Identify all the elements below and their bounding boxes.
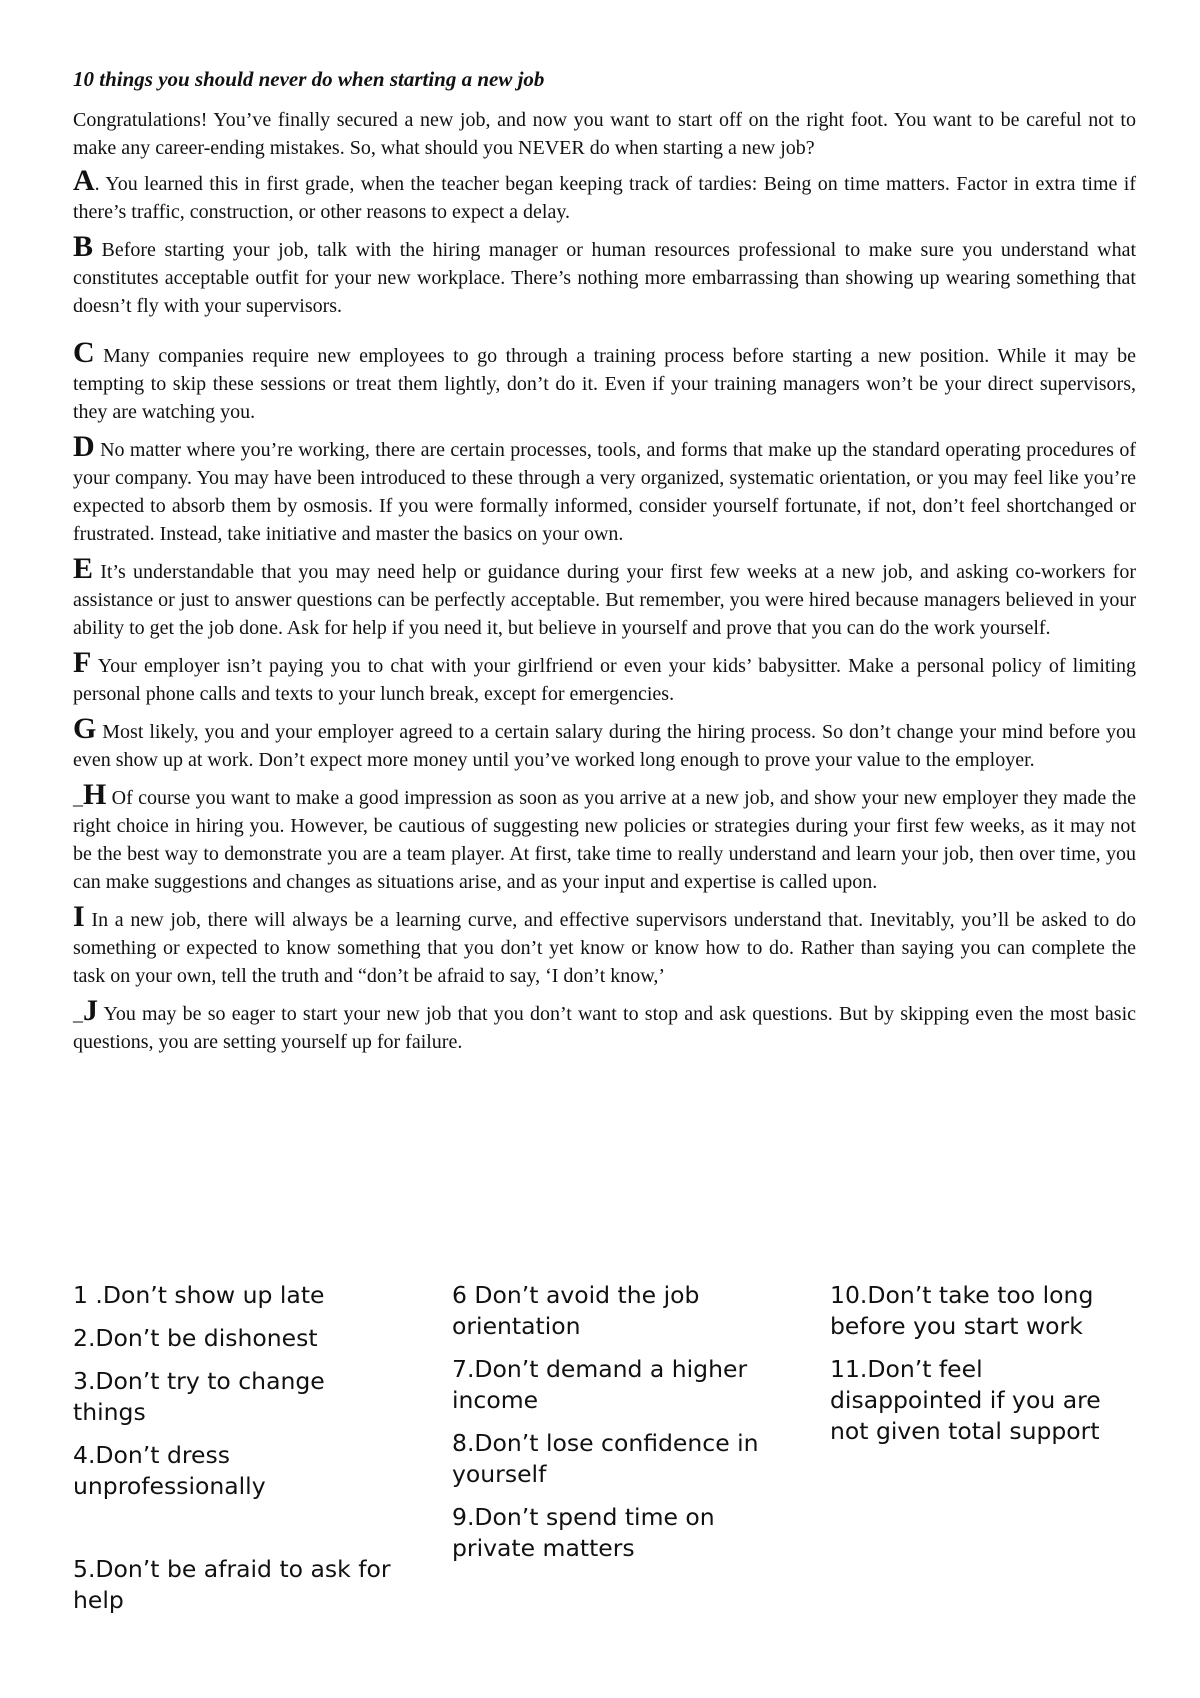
- paragraph-d: [73, 430, 1136, 548]
- paragraph-letter: B: [73, 230, 94, 263]
- paragraph-f: [73, 646, 1136, 708]
- paragraph-c: [73, 336, 1136, 426]
- paragraph-h: [73, 778, 1136, 896]
- paragraph-text: It’s understandable that you may need help or guidance during your first few weeks at a new job, and asking co-workers for assistance or just to answer questions can be perfectly acceptable. But remember, you were hired because managers believed in your ability to get the job done. Ask for help if you need it, but believe in yourself and prove that you can do the work yourself.: [73, 561, 1136, 639]
- option-5: 5.Don’t be afraid to ask for help: [73, 1555, 391, 1614]
- option-1: 1 .Don’t show up late: [73, 1281, 325, 1309]
- paragraph-a: [73, 164, 1136, 226]
- paragraph-letter: H: [83, 778, 107, 811]
- paragraph-text: Most likely, you and your employer agreed to a certain salary during the hiring process. So don’t change your mind before you even show up at work. Don’t expect more money until you’ve worked long enough to prove your value to the employer.: [73, 721, 1136, 771]
- paragraph-text: No matter where you’re working, there are certain processes, tools, and forms that make up the standard operating procedures of your company. You may have been introduced to these through a very organized, systematic orientation, or you may feel like you’re expected to absorb them by osmosis. If you were formally informed, consider yourself fortunate, if not, don’t feel shortchanged or frustrated. Instead, take initiative and master the basics on your own.: [73, 439, 1136, 545]
- paragraph-i: [73, 900, 1136, 990]
- paragraph-letter: D: [73, 430, 95, 463]
- options-column-2: [452, 1280, 782, 1576]
- paragraph-letter: J: [83, 994, 98, 1027]
- option-11: 11.Don’t feel disappointed if you are not given total support: [830, 1355, 1101, 1445]
- paragraph-b: [73, 230, 1136, 320]
- option-6: 6 Don’t avoid the job orientation: [452, 1281, 700, 1340]
- document-title: 10 things you should never do when starting a new job: [73, 67, 545, 91]
- paragraph-text: Your employer isn’t paying you to chat with your girlfriend or even your kids’ babysitter. Make a personal policy of limiting personal phone calls and texts to your lunch break, except for emergencies.: [73, 655, 1136, 705]
- paragraph-letter: G: [73, 712, 97, 745]
- paragraph-text: You may be so eager to start your new job that you don’t want to stop and ask questions. But by skipping even the most basic questions, you are setting yourself up for failure.: [73, 1003, 1136, 1053]
- intro-paragraph: Congratulations! You’ve finally secured a new job, and now you want to start off on the right foot. You want to be careful not to make any career-ending mistakes. So, what should you NEVER do when starting a new job?: [73, 109, 1136, 159]
- paragraph-g: [73, 712, 1136, 774]
- paragraph-letter: E: [73, 552, 94, 585]
- paragraph-text: Of course you want to make a good impression as soon as you arrive at a new job, and show your new employer they made the right choice in hiring you. However, be cautious of suggesting new policies or strategies during your first few weeks, as it may not be the best way to demonstrate you are a team player. At first, take time to really understand and learn your job, then over time, you can make suggestions and changes as situations arise, and as your input and expertise is called upon.: [73, 787, 1136, 893]
- paragraph-letter: I: [73, 900, 85, 933]
- option-3: 3.Don’t try to change things: [73, 1367, 325, 1426]
- option-10: 10.Don’t take too long before you start work: [830, 1281, 1094, 1340]
- paragraph-prefix: _: [73, 1003, 83, 1025]
- paragraph-text: . You learned this in first grade, when the teacher began keeping track of tardies: Being on time matters. Factor in extra time if there’s traffic, construction, or other reasons to expect a delay.: [73, 173, 1136, 223]
- document-body: [73, 66, 1136, 1066]
- paragraph-e: [73, 552, 1136, 642]
- paragraph-j: [73, 994, 1136, 1056]
- option-4: 4.Don’t dress unprofessionally: [73, 1441, 266, 1500]
- paragraph-text: In a new job, there will always be a learning curve, and effective supervisors understand that. Inevitably, you’ll be asked to do something or expected to know something that you don’t yet know or know how to do. Rather than saying you can complete the task on your own, tell the truth and “don’t be afraid to say, ‘I don’t know,’: [73, 909, 1136, 987]
- paragraph-letter: C: [73, 336, 95, 369]
- paragraph-letter: A: [73, 164, 95, 197]
- option-9: 9.Don’t spend time on private matters: [452, 1503, 715, 1562]
- paragraph-letter: F: [73, 646, 92, 679]
- paragraph-text: Before starting your job, talk with the hiring manager or human resources professional to make sure you understand what constitutes acceptable outfit for your new workplace. There’s nothing more embarrassing than showing up wearing something that doesn’t fly with your supervisors.: [73, 239, 1136, 317]
- paragraph-prefix: _: [73, 787, 83, 809]
- options-column-1: [73, 1280, 403, 1628]
- paragraph-text: Many companies require new employees to go through a training process before starting a new position. While it may be tempting to skip these sessions or treat them lightly, don’t do it. Even if your training managers won’t be your direct supervisors, they are watching you.: [73, 345, 1136, 423]
- option-8: 8.Don’t lose confidence in yourself: [452, 1429, 759, 1488]
- option-7: 7.Don’t demand a higher income: [452, 1355, 748, 1414]
- options-column-3: [830, 1280, 1140, 1459]
- option-2: 2.Don’t be dishonest: [73, 1324, 318, 1352]
